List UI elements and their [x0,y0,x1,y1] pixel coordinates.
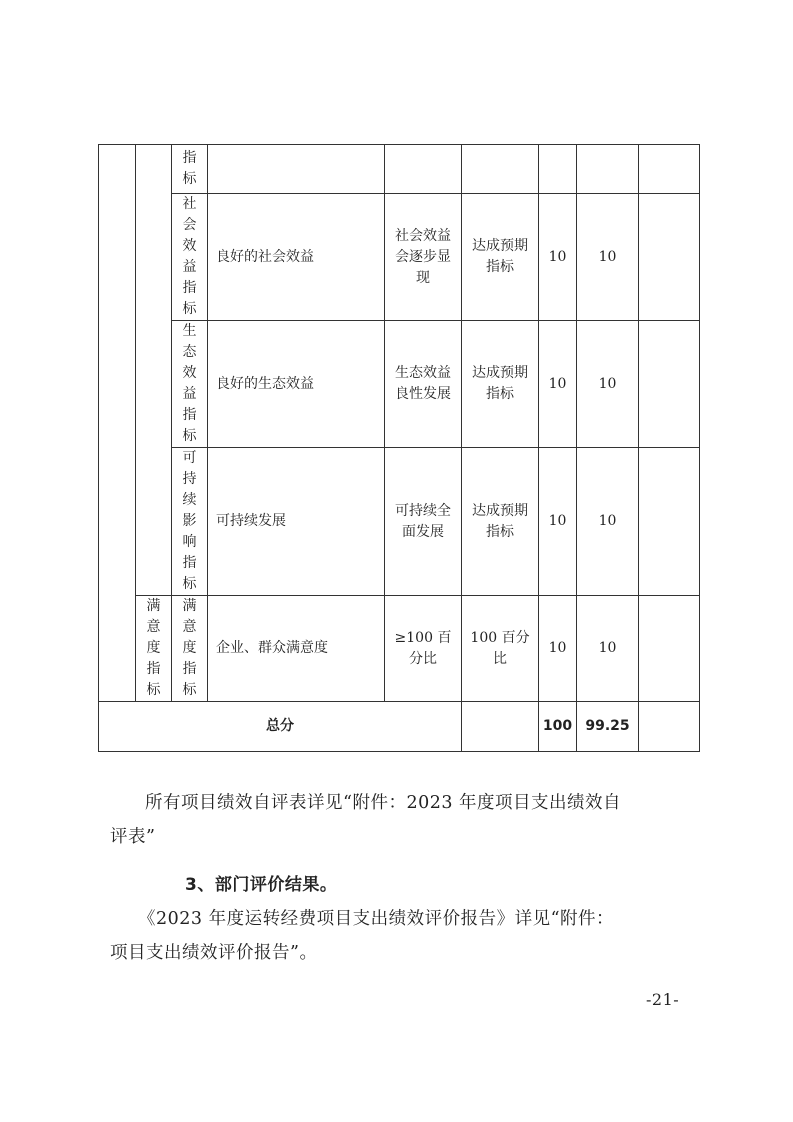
table-row [99,194,700,321]
indicator-cell: 可持续影响指标 [172,448,208,596]
remark-cell [639,448,700,596]
target-cell: 可持续全面发展 [385,448,462,596]
indicator-cell: 生态效益指标 [172,321,208,448]
paragraph-line: 评表” [110,827,156,847]
total-label: 总分 [99,702,462,752]
paragraph-line: 所有项目绩效自评表详见“附件：2023 年度项目支出绩效自 [145,793,622,813]
category-cell: 满意度指标 [136,596,172,702]
page-number: -21- [646,990,680,1009]
total-empty-cell [462,702,539,752]
score-cell [577,145,639,194]
table-row [99,145,700,194]
weight-cell: 10 [539,596,577,702]
score-cell: 10 [577,448,639,596]
target-cell: ≥100 百分比 [385,596,462,702]
remark-cell [639,145,700,194]
actual-cell: 达成预期指标 [462,194,539,321]
desc-cell [208,145,385,194]
score-cell: 10 [577,321,639,448]
weight-cell [539,145,577,194]
score-cell: 10 [577,194,639,321]
desc-cell: 良好的生态效益 [208,321,385,448]
level1-cell [99,145,136,702]
total-row [99,702,700,752]
target-cell [385,145,462,194]
actual-cell: 达成预期指标 [462,321,539,448]
desc-cell: 可持续发展 [208,448,385,596]
paragraph-line: 项目支出绩效评价报告”。 [110,943,318,963]
table-row [99,321,700,448]
paragraph-line: 《2023 年度运转经费项目支出绩效评价报告》详见“附件： [138,909,615,929]
target-cell: 生态效益良性发展 [385,321,462,448]
indicator-cell: 指标 [172,145,208,194]
remark-cell [639,321,700,448]
desc-cell: 企业、群众满意度 [208,596,385,702]
section-heading: 3、部门评价结果。 [185,875,338,895]
remark-cell [639,194,700,321]
indicator-cell: 社会效益指标 [172,194,208,321]
remark-cell [639,596,700,702]
weight-cell: 10 [539,448,577,596]
total-score: 99.25 [577,702,639,752]
score-cell: 10 [577,596,639,702]
actual-cell: 100 百分比 [462,596,539,702]
table-row [99,596,700,702]
actual-cell: 达成预期指标 [462,448,539,596]
remark-cell [639,702,700,752]
level2-cell [136,145,172,596]
desc-cell: 良好的社会效益 [208,194,385,321]
total-weight: 100 [539,702,577,752]
target-cell: 社会效益会逐步显现 [385,194,462,321]
performance-table [98,144,700,752]
weight-cell: 10 [539,194,577,321]
indicator-cell: 满意度指标 [172,596,208,702]
actual-cell [462,145,539,194]
table-row [99,448,700,596]
weight-cell: 10 [539,321,577,448]
